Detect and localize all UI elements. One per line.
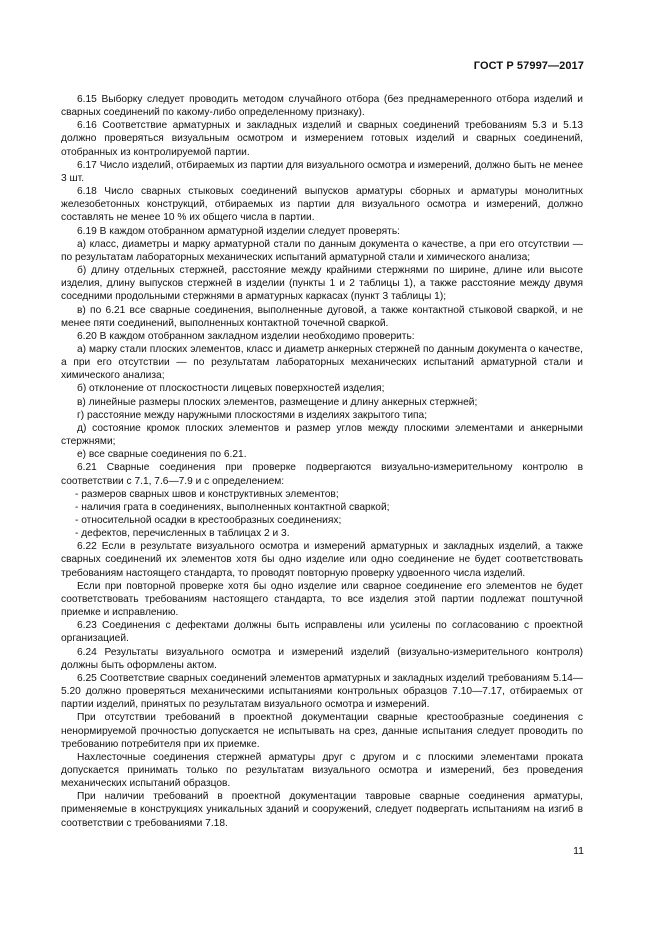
paragraph-6-19-a: а) класс, диаметры и марку арматурной стали по данным документа о качестве, а при его отсутствии — по результатам лабораторных механических испытаний арматурной стали и химического анализа; <box>61 238 583 263</box>
paragraph-6-25-cont-1: При отсутствии требований в проектной документации сварные крестообразные соединения с ненормируемой прочностью допускается не испытывать на срез, данные испытания следует проводить по требованию потребителя при их приемке. <box>61 712 583 750</box>
paragraph-6-19: 6.19 В каждом отобранном арматурной изделии следует проверять: <box>77 225 400 237</box>
paragraph-6-19-b: б) длину отдельных стержней, расстояние между крайними стержнями по ширине, длине или высоте изделия, длину выпусков стержней в изделии (пункты 1 и 2 таблицы 1), а также расстояние между двумя соседними продольными стержнями в арматурных каркасах (пункт 3 таблицы 1); <box>61 265 583 303</box>
paragraph-6-15: 6.15 Выборку следует проводить методом случайного отбора (без преднамеренного отбора изделий и сварных соединений по какому-либо определенному признаку). <box>61 94 583 119</box>
paragraph-6-20-b: б) отклонение от плоскостности лицевых поверхностей изделия; <box>77 383 385 395</box>
paragraph-6-20-g: г) расстояние между наружными плоскостями в изделиях закрытого типа; <box>77 409 428 421</box>
paragraph-6-20-d: д) состояние кромок плоских элементов и размер углов между плоскими элементами и анкерными стержнями; <box>61 422 583 448</box>
paragraph-6-20-e: е) все сварные соединения по 6.21. <box>77 449 247 461</box>
list-item: - наличия грата в соединениях, выполненных контактной сваркой; <box>75 501 390 513</box>
document-body <box>61 93 583 830</box>
paragraph-6-20-v: в) линейные размеры плоских элементов, размещение и длину анкерных стержней; <box>77 396 478 408</box>
page-number: 11 <box>573 845 584 857</box>
paragraph-6-20-a: а) марку стали плоских элементов, класс и диаметр анкерных стержней по данным документа о качестве, а при его отсутствии — по результатам лабораторных механических испытаний арматурной стали и химического анализа; <box>61 343 583 382</box>
paragraph-6-23: 6.23 Соединения с дефектами должны быть исправлены или усилены по согласованию с проектной организацией. <box>61 620 583 645</box>
document-header: ГОСТ Р 57997—2017 <box>473 60 584 72</box>
paragraph-6-22-cont: Если при повторной проверке хотя бы одно изделие или сварное соединение его элементов не будет соответствовать требованиям настоящего стандарта, то все изделия этой партии подлежат поштучной приемке и исправлению. <box>61 580 583 619</box>
paragraph-6-20: 6.20 В каждом отобранном закладном изделии необходимо проверить: <box>77 330 415 342</box>
paragraph-6-22: 6.22 Если в результате визуального осмотра и измерений арматурных и закладных изделий, а также сварных соединений их элементов хотя бы одно изделие или одно соединение не будет соответствовать требованиям настоящего стандарта, то проводят повторную проверку удвоенного числа изделий. <box>61 541 583 579</box>
paragraph-6-17: 6.17 Число изделий, отбираемых из партии для визуального осмотра и измерений, должно быть не менее 3 шт. <box>61 159 583 184</box>
list-item: - относительной осадки в крестообразных соединениях; <box>75 515 342 526</box>
paragraph-6-25-cont-3: При наличии требований в проектной документации тавровые сварные соединения арматуры, применяемые в конструкциях уникальных зданий и сооружений, следует подвергать испытаниям на изгиб в соответствии с требованиями 7.18. <box>61 791 583 829</box>
paragraph-6-21: 6.21 Сварные соединения при проверке подвергаются визуально-измерительному контролю в соответствии с 7.1, 7.6—7.9 и с определением: <box>61 462 583 487</box>
paragraph-6-19-v: в) по 6.21 все сварные соединения, выполненные дуговой, а также контактной стыковой сваркой, и не менее пяти соединений, выполненных контактной точечной сваркой. <box>61 304 583 329</box>
paragraph-6-25: 6.25 Соответствие сварных соединений элементов арматурных и закладных изделий требованиям 5.14—5.20 должно проверяться механическими испытаниями контрольных образцов 7.10—7.17, отбираемых от партии изделий, принятых по результатам визуального осмотра и измерений. <box>61 672 583 711</box>
list-item: - дефектов, перечисленных в таблицах 2 и 3. <box>75 528 290 540</box>
paragraph-6-24: 6.24 Результаты визуального осмотра и измерений изделий (визуально-измерительного контроля) должны быть оформлены актом. <box>61 646 583 671</box>
paragraph-6-25-cont-2: Нахлесточные соединения стержней арматуры друг с другом и с плоскими элементами проката допускается принимать только по результатам визуального осмотра и измерений, без проведения механических испытаний образцов. <box>61 751 583 790</box>
list-item: - размеров сварных швов и конструктивных элементов; <box>75 488 339 500</box>
paragraph-6-18: 6.18 Число сварных стыковых соединений выпусков арматуры сборных и арматуры монолитных железобетонных конструкций, отбираемых из партии для визуального осмотра и измерений, должно составлять не менее 10 % их общего числа в партии. <box>61 186 583 224</box>
paragraph-6-16: 6.16 Соответствие арматурных и закладных изделий и сварных соединений требованиям 5.3 и 5.13 должно проверяться визуальным осмотром и измерением готовых изделий и сварных соединений, отобранных из контролируемой партии. <box>61 120 583 158</box>
